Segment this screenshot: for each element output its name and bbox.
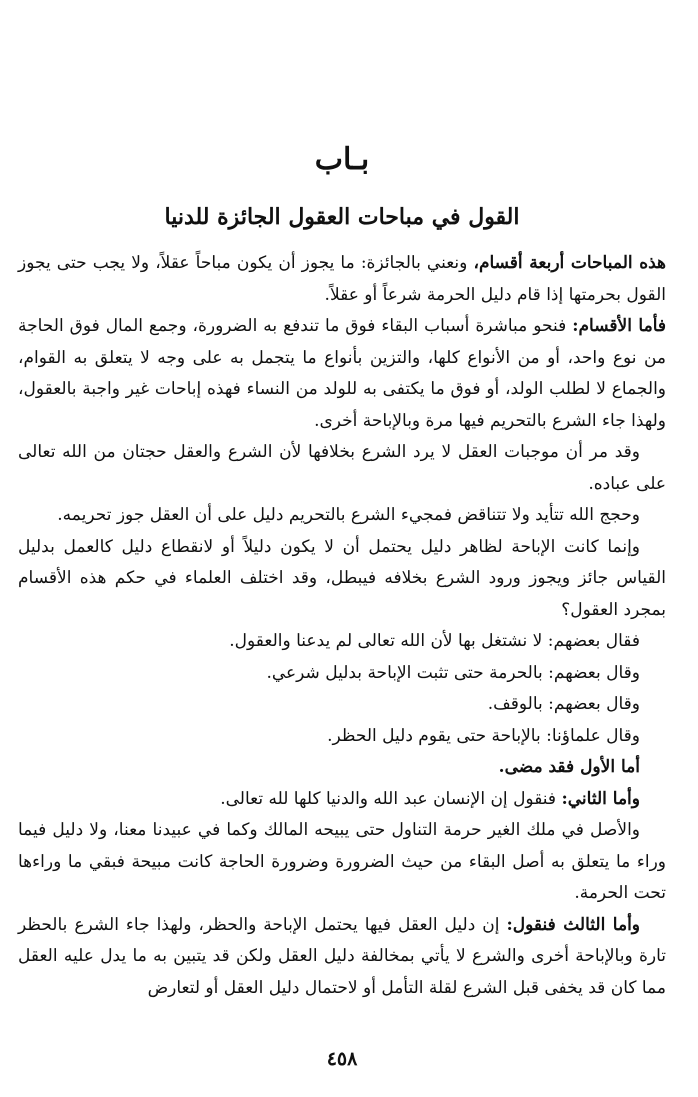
- paragraph: [18, 626, 666, 658]
- paragraph: [18, 658, 666, 690]
- paragraph: [18, 910, 666, 1005]
- paragraph-text: إن دليل العقل فيها يحتمل الإباحة والحظر، ولهذا جاء الشرع بالحظر تارة وبالإباحة أخرى والشرع لا يأتي بمخالفة دليل العقل ولكن قد يتبين به ما يدل عليه العقل مما كان قد يخفى قبل الشرع لقلة التأمل أو لاحتمال دليل العقل أو لتعارض: [18, 914, 666, 998]
- section-title: القول في مباحات العقول الجائزة للدنيا: [164, 204, 520, 230]
- chapter-title: بـاب: [314, 142, 370, 177]
- paragraph: [18, 248, 666, 311]
- paragraph-text: وقال بعضهم: بالحرمة حتى تثبت الإباحة بدليل شرعي.: [266, 662, 640, 683]
- paragraph-lead: هذه المباحات أربعة أقسام،: [473, 253, 666, 273]
- paragraph-lead: وأما الثاني:: [561, 788, 640, 809]
- book-page: [18, 0, 666, 1097]
- paragraph: [18, 500, 666, 532]
- paragraph: [18, 311, 666, 437]
- paragraph-lead: فأما الأقسام:: [572, 316, 666, 336]
- paragraph-text: وقال بعضهم: بالوقف.: [487, 694, 640, 714]
- paragraph-text: وحجج الله تتأيد ولا تتناقض فمجيء الشرع بالتحريم دليل على أن العقل جوز تحريمه.: [57, 505, 640, 525]
- paragraph-text: والأصل في ملك الغير حرمة التناول حتى يبيحه المالك وكما في عبيدنا معنا، ولا دليل فيما وراء ما يتعلق به أصل البقاء من حيث الضرورة وضرورة الحاجة كانت مبيحة فبقي ما وراءها تحت الحرمة.: [18, 820, 667, 903]
- paragraph: [18, 784, 666, 816]
- paragraph: [18, 437, 666, 500]
- paragraph: [18, 815, 666, 910]
- paragraph: [18, 721, 666, 753]
- paragraph: [18, 689, 666, 721]
- body-text: [18, 248, 666, 1004]
- paragraph-lead: أما الأول فقد مضى.: [498, 757, 640, 777]
- paragraph-lead: وأما الثالث فنقول:: [506, 914, 640, 935]
- paragraph-text: وإنما كانت الإباحة لظاهر دليل يحتمل أن لا يكون دليلاً أو لانقطاع دليل كالعمل بدليل القياس جائز ويجوز ورود الشرع بخلافه فيبطل، وقد اختلف العلماء في حكم هذه الأقسام بمجرد العقول؟: [18, 536, 666, 620]
- paragraph-text: وقد مر أن موجبات العقل لا يرد الشرع بخلافها لأن الشرع والعقل حجتان من الله تعالى على عباده.: [18, 442, 666, 494]
- paragraph: [18, 752, 666, 784]
- page-number: ٤٥٨: [326, 1048, 358, 1070]
- paragraph-text: فقال بعضهم: لا نشتغل بها لأن الله تعالى لم يدعنا والعقول.: [229, 631, 640, 651]
- paragraph-text: فنحو مباشرة أسباب البقاء فوق ما تندفع به الضرورة، وجمع المال فوق الحاجة من نوع واحد، أو من الأنواع كلها، والتزين بأنواع ما يتجمل به على وجه لا يتعلق به القوام، والجماع لا لطلب الولد، أو فوق ما يكتفى به للولد من النساء فهذه إباحات غير واجبة بالعقول، ولهذا جاء الشرع بالتحريم فيها مرة وبالإباحة أخرى.: [18, 316, 666, 431]
- paragraph-text: فنقول إن الإنسان عبد الله والدنيا كلها لله تعالى.: [220, 788, 562, 809]
- paragraph: [18, 532, 666, 627]
- paragraph-text: وقال علماؤنا: بالإباحة حتى يقوم دليل الحظر.: [327, 725, 640, 746]
- paragraph-text: ونعني بالجائزة: ما يجوز أن يكون مباحاً عقلاً، ولا يجب حتى يجوز القول بحرمتها إذا قام دليل الحرمة شرعاً أو عقلاً.: [18, 253, 666, 305]
